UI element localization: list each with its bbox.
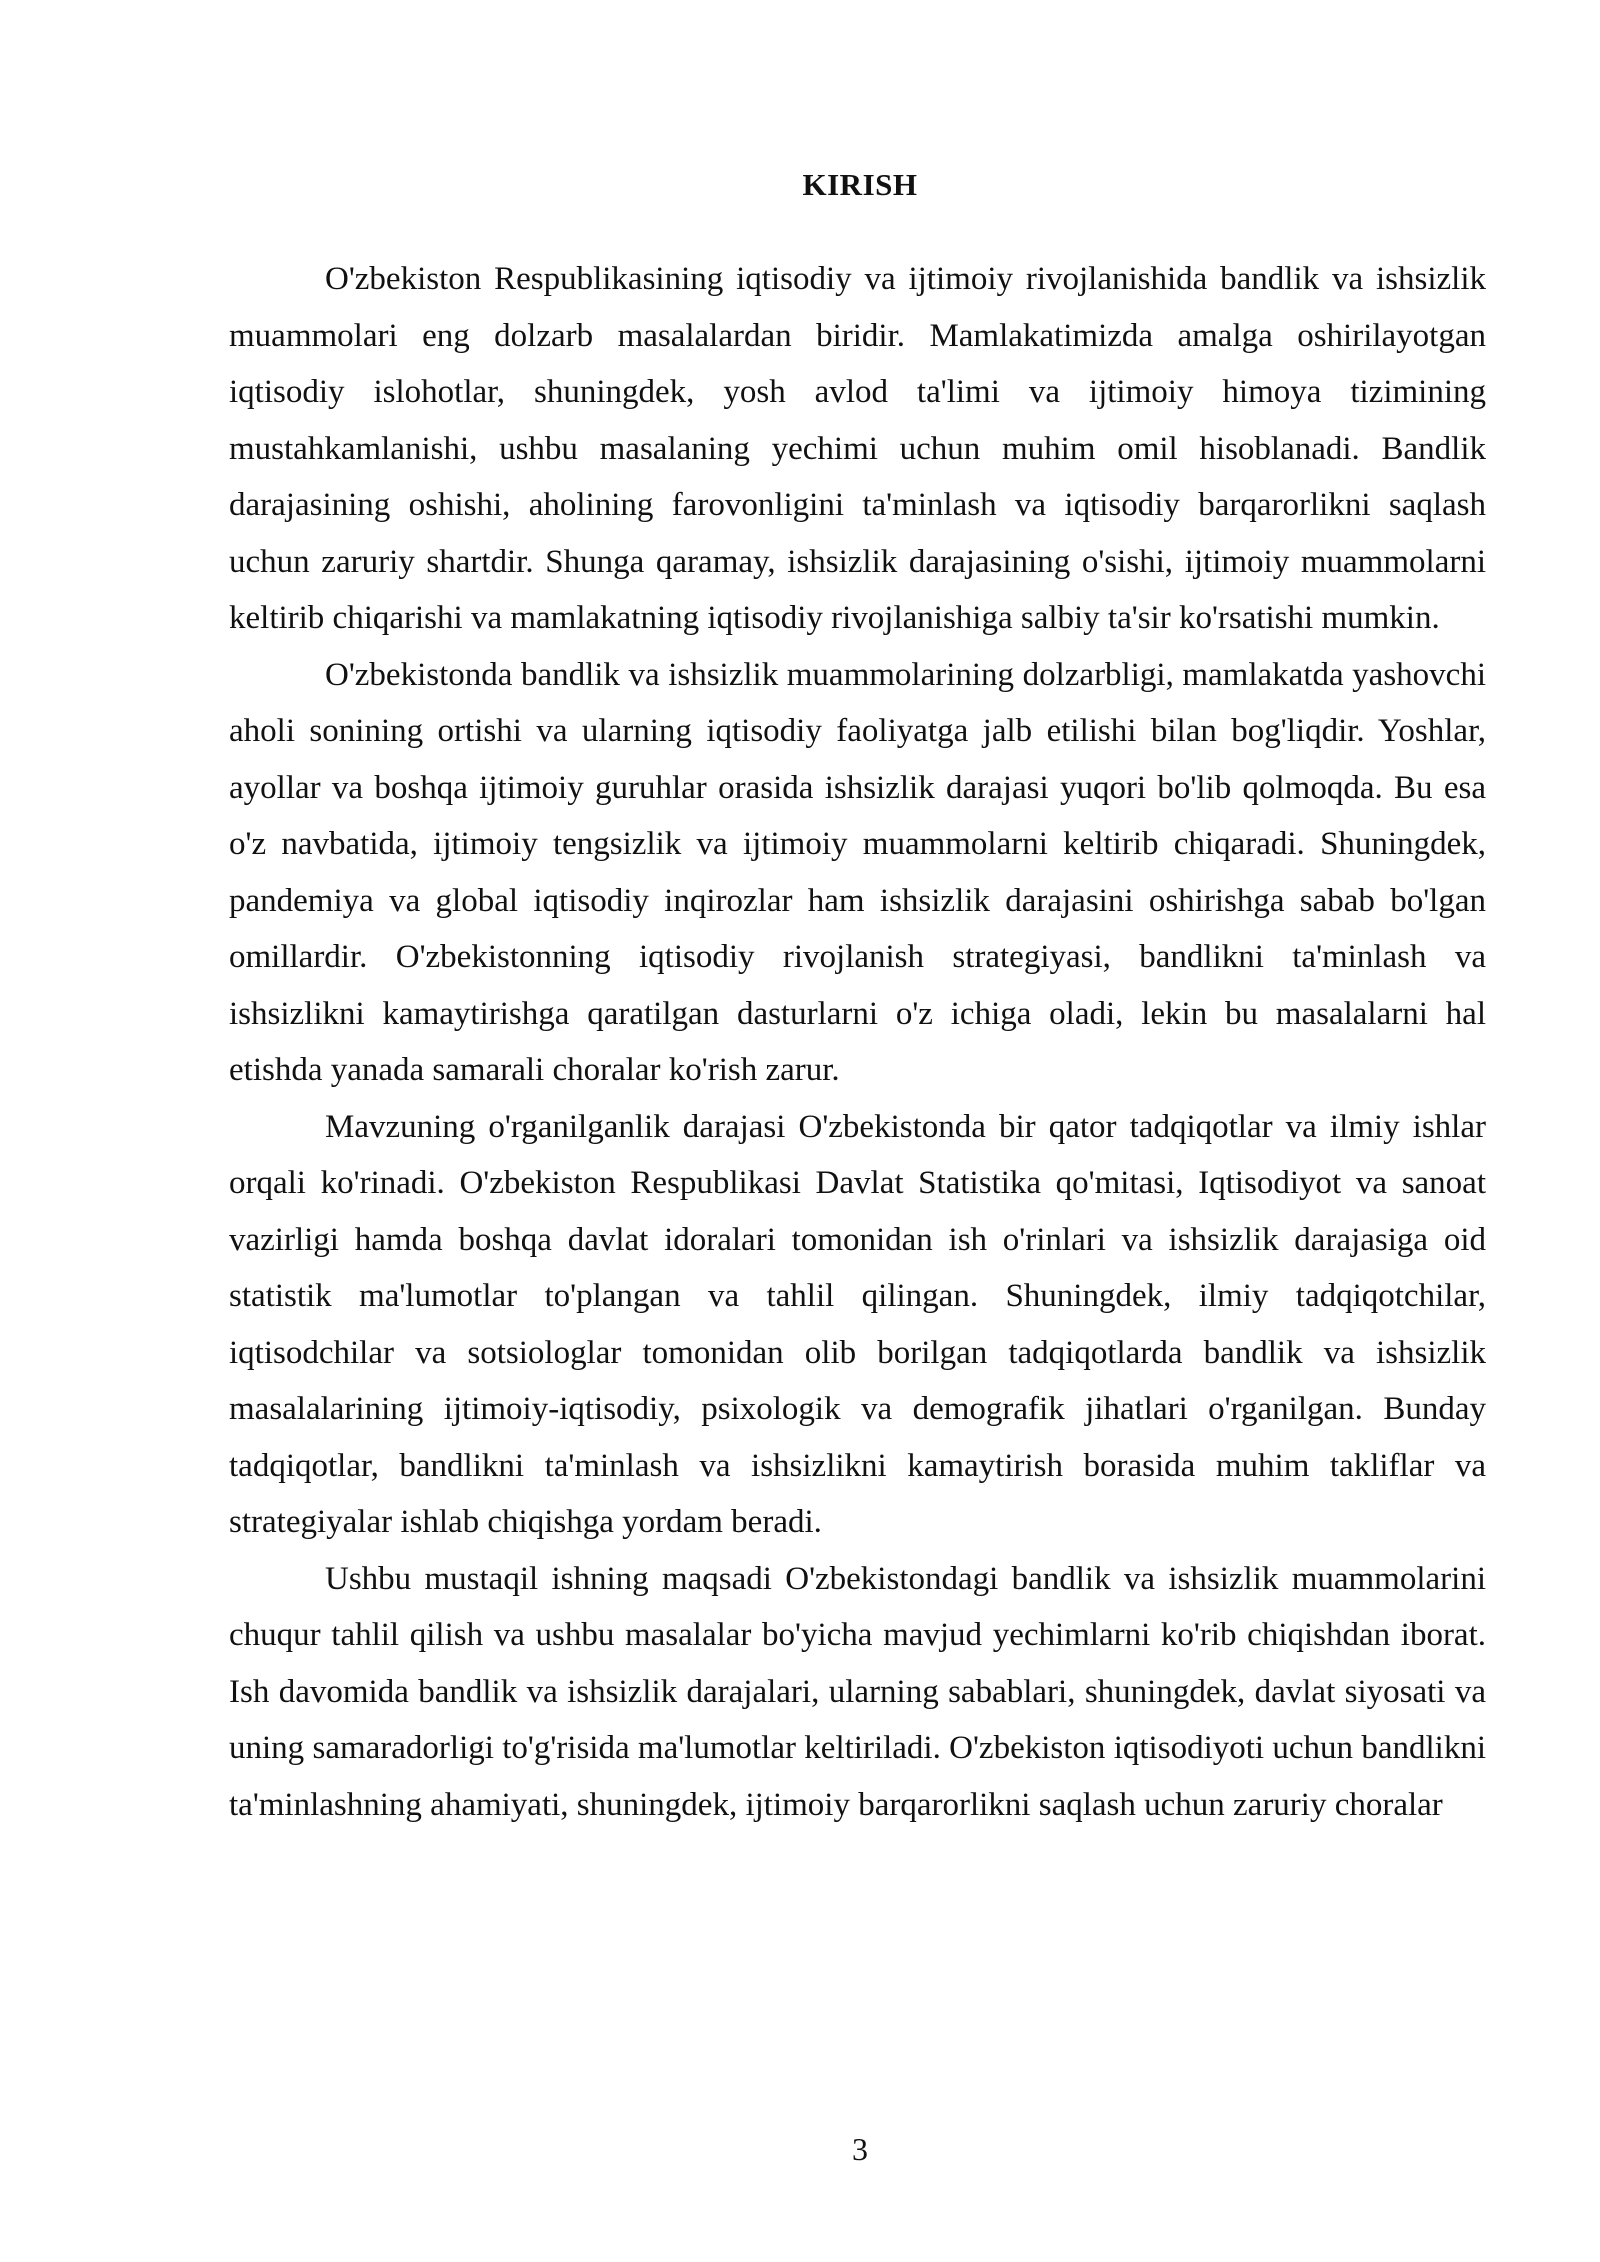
- body-text: [229, 251, 1486, 1833]
- paragraph-literature-review: Mavzuning o'rganilganlik darajasi O'zbekistonda bir qator tadqiqotlar va ilmiy ishlar orqali ko'rinadi. O'zbekiston Respublikasi Davlat Statistika qo'mitasi, Iqtisodiyot va sanoat vazirligi hamda boshqa davlat idoralari tomonidan ish o'rinlari va ishsizlik darajasiga oid statistik ma'lumotlar to'plangan va tahlil qilingan. Shuningdek, ilmiy tadqiqotchilar, iqtisodchilar va sotsiologlar tomonidan olib borilgan tadqiqotlarda bandlik va ishsizlik masalalarining ijtimoiy-iqtisodiy, psixologik va demografik jihatlari o'rganilgan. Bunday tadqiqotlar, bandlikni ta'minlash va ishsizlikni kamaytirish borasida muhim takliflar va strategiyalar ishlab chiqishga yordam beradi.: [229, 1108, 1486, 1540]
- paragraph-relevance: O'zbekistonda bandlik va ishsizlik muammolarining dolzarbligi, mamlakatda yashovchi aholi sonining ortishi va ularning iqtisodiy faoliyatga jalb etilishi bilan bog'liqdir. Yoshlar, ayollar va boshqa ijtimoiy guruhlar orasida ishsizlik darajasi yuqori bo'lib qolmoqda. Bu esa o'z navbatida, ijtimoiy tengsizlik va ijtimoiy muammolarni keltirib chiqaradi. Shuningdek, pandemiya va global iqtisodiy inqirozlar ham ishsizlik darajasini oshirishga sabab bo'lgan omillardir. O'zbekistonning iqtisodiy rivojlanish strategiyasi, bandlikni ta'minlash va ishsizlikni kamaytirishga qaratilgan dasturlarni o'z ichiga oladi, lekin bu masalalarni hal etishda yanada samarali choralar ko'rish zarur.: [229, 656, 1486, 1088]
- paragraph-purpose: Ushbu mustaqil ishning maqsadi O'zbekistondagi bandlik va ishsizlik muammolarini chuqur tahlil qilish va ushbu masalalar bo'yicha mavjud yechimlarni ko'rib chiqishdan iborat. Ish davomida bandlik va ishsizlik darajalari, ularning sabablari, shuningdek, davlat siyosati va uning samaradorligi to'g'risida ma'lumotlar keltiriladi. O'zbekiston iqtisodiyoti uchun bandlikni ta'minlashning ahamiyati, shuningdek, ijtimoiy barqarorlikni saqlash uchun zaruriy choralar: [229, 1560, 1486, 1823]
- page-number: 3: [852, 2131, 868, 2167]
- section-heading: KIRISH: [802, 167, 918, 202]
- paragraph-intro: O'zbekiston Respublikasining iqtisodiy va ijtimoiy rivojlanishida bandlik va ishsizlik muammolari eng dolzarb masalalardan biridir. Mamlakatimizda amalga oshirilayotgan iqtisodiy islohotlar, shuningdek, yosh avlod ta'limi va ijtimoiy himoya tizimining mustahkamlanishi, ushbu masalaning yechimi uchun muhim omil hisoblanadi. Bandlik darajasining oshishi, aholining farovonligini ta'minlash va iqtisodiy barqarorlikni saqlash uchun zaruriy shartdir. Shunga qaramay, ishsizlik darajasining o'sishi, ijtimoiy muammolarni keltirib chiqarishi va mamlakatning iqtisodiy rivojlanishiga salbiy ta'sir ko'rsatishi mumkin.: [229, 261, 1486, 636]
